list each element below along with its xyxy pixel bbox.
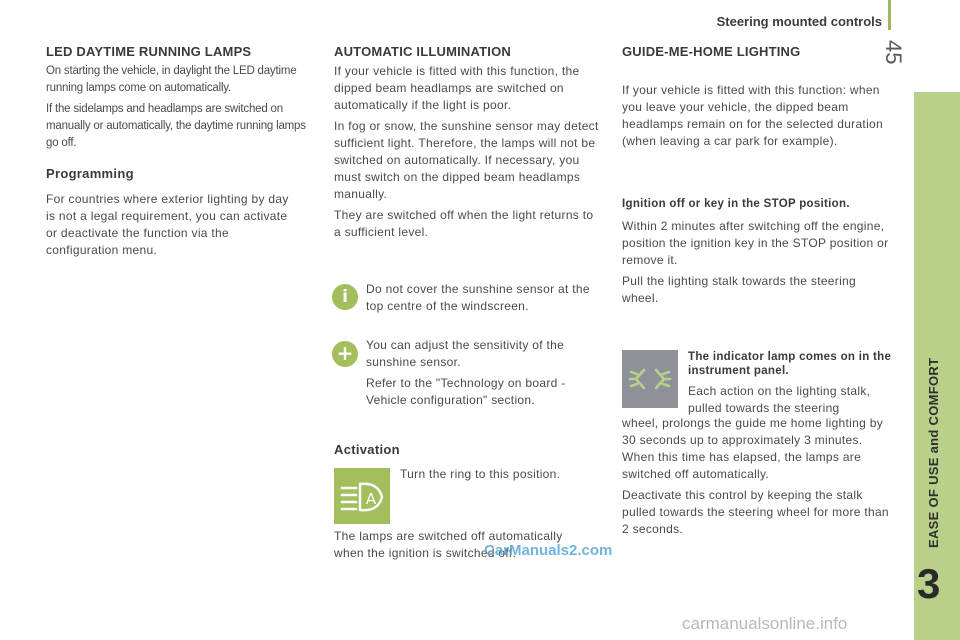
plus-note	[366, 337, 594, 409]
gmh-p1: If your vehicle is fitted with this function: when you leave your vehicle, the dipped beam headlamps remain on for the selected duration (when leaving a car park for example).	[622, 83, 883, 148]
auto-headlamp-icon	[334, 468, 390, 524]
chapter-title: EASE OF USE and COMFORT	[926, 357, 941, 548]
watermark-carmanualsonline: carmanualsonline.info	[682, 614, 848, 633]
gmh-p4: Each action on the lighting stalk, pulled towards the steering	[688, 384, 871, 415]
programming-section	[46, 166, 294, 259]
plus-note-1: You can adjust the sensitivity of the sunshine sensor.	[366, 338, 565, 369]
auto-illumination-section	[334, 44, 602, 241]
info-icon: i	[332, 284, 358, 310]
auto-p4: The lamps are switched off automatically when the ignition is switched off.	[334, 529, 563, 560]
gmh-p5: wheel, prolongs the guide me home lighting by 30 seconds up to approximately 3 minutes. When this time has elapsed, the lamps are switched off automatically.	[622, 416, 883, 481]
gmh-continued	[622, 415, 894, 538]
gmh-subtitle: Ignition off or key in the STOP position.	[622, 198, 850, 210]
programming-p: For countries where exterior lighting by day is not a legal requirement, you can activate or deactivate the function via the configuration menu.	[46, 192, 289, 257]
gmh-stop	[622, 196, 894, 307]
gmh-p2: Within 2 minutes after switching off the engine, position the ignition key in the STOP position or remove it.	[622, 219, 889, 267]
guide-me-home-section	[622, 44, 894, 59]
led-p2: If the sidelamps and headlamps are switched on manually or automatically, the daytime running lamps go off.	[46, 103, 306, 149]
plus-note-2: Refer to the "Technology on board - Vehicle configuration" section.	[366, 376, 566, 407]
auto-p3: They are switched off when the light returns to a sufficient level.	[334, 208, 594, 239]
auto-title: AUTOMATIC ILLUMINATION	[334, 44, 511, 59]
chapter-number: 3	[917, 560, 941, 607]
activation-note	[400, 466, 600, 483]
led-title: LED DAYTIME RUNNING LAMPS	[46, 44, 252, 59]
gmh-p3: Pull the lighting stalk towards the steering wheel.	[622, 274, 856, 305]
activation-section	[334, 442, 400, 457]
led-p1: On starting the vehicle, in daylight the LED daytime running lamps come on automatically.	[46, 65, 297, 94]
info-note-text: Do not cover the sunshine sensor at the top centre of the windscreen.	[366, 282, 590, 313]
activation-title: Activation	[334, 442, 400, 457]
lamp-bold: The indicator lamp comes on in the instrument panel.	[688, 351, 892, 377]
info-note	[366, 281, 594, 315]
lamp-note	[688, 350, 896, 417]
programming-title: Programming	[46, 166, 134, 181]
header-divider	[888, 0, 891, 30]
guide-me-home-lamp-icon	[622, 350, 678, 408]
auto-p1: If your vehicle is fitted with this function, the dipped beam headlamps are switched on automatically if the light is poor.	[334, 64, 580, 112]
auto-p2: In fog or snow, the sunshine sensor may detect sufficient light. Therefore, the lamps will not be switched on automatically. If necessary, you must switch on the dipped beam headlamps manually.	[334, 119, 599, 201]
watermark-carmanuals2: CarManuals2.com	[484, 542, 613, 559]
gmh-body	[622, 82, 894, 150]
plus-icon: +	[332, 341, 358, 367]
activation-text: Turn the ring to this position.	[400, 467, 561, 481]
auto-headlamp-letter: A	[365, 490, 377, 508]
section-header: Steering mounted controls	[716, 14, 882, 29]
gmh-title: GUIDE-ME-HOME LIGHTING	[622, 44, 801, 59]
gmh-p6: Deactivate this control by keeping the stalk pulled towards the steering wheel for more than 2 seconds.	[622, 488, 889, 536]
led-section	[46, 44, 308, 152]
page-number: 45	[881, 40, 906, 65]
